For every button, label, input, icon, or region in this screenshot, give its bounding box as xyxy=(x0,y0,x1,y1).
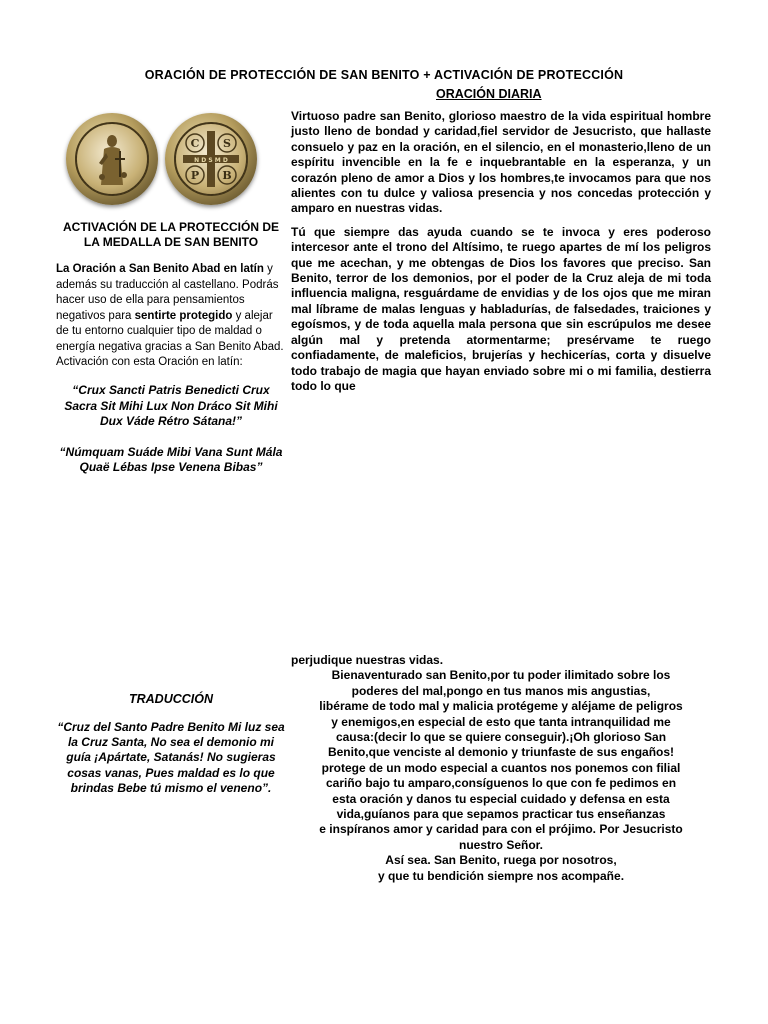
latin-prayer xyxy=(56,383,286,491)
prayer-line: y enemigos,en especial de esto que tanta intranquilidad me xyxy=(331,714,671,729)
prayer-paragraph-2: Tú que siempre das ayuda cuando se te invoca y eres poderoso intercesor ante el trono del Altísimo, te ruego apartes de mí los peligros que me acechan, y me obtengas de Dios los favores que preciso. San Benito, terror de los demonios, por el poder de la Cruz aleja de mi toda influencia maligna, resguárdame de envidias y de los ojos que me miran mal líbrame de malas lenguas y habladurías, de falsedades, traiciones y egoísmos, y de toda aquella mala persona que sin escrúpulos me desee algún mal y pretenda atormentarme; presérvame te ruego confiadamente, de maleficios, brujerías y hechicerías, corta y disuelve todo trabajo de magia que hayan enviado sobre mi o mi familia, destierra todo lo que xyxy=(291,224,711,393)
latin-stanza-2: “Númquam Suáde Mibi Vana Sunt Mála Quaë Lébas Ipse Venena Bibas” xyxy=(59,444,283,474)
prayer-continuation xyxy=(291,653,711,884)
medal-back-text-c: C xyxy=(190,137,200,150)
prayer-line: protege de un modo especial a cuantos nos ponemos con filial xyxy=(321,760,681,775)
prayer-line: libérame de todo mal y malicia protégeme y aléjame de peligros xyxy=(319,699,683,714)
intro-paragraph xyxy=(56,262,286,371)
medal-back-icon xyxy=(165,113,257,205)
prayer-paragraph-1: Virtuoso padre san Benito, glorioso maestro de la vida espiritual hombre justo lleno de bondad y caridad,fiel servidor de Jesucristo, que hallaste consuelo y paz en la oración, en el silencio, en el monasterio,lleno de un espíritu invencible en la fe e inquebrantable en la esperanza, y un corazón pleno de amor a Dios y los hombres,te invocamos para que nos alientes con tu dulce y valiosa presencia y nos concedas protección y amparo en nuestras vidas. xyxy=(291,109,711,216)
prayer-line: poderes del mal,pongo en tus manos mis angustias, xyxy=(351,683,651,698)
prayer-line: causa:(decir lo que se quiere conseguir).¡Oh glorioso San xyxy=(335,730,667,745)
prayer-line: y que tu bendición siempre nos acompañe. xyxy=(377,868,625,883)
activation-title: ACTIVACIÓN DE LA PROTECCIÓN DE LA MEDALLA DE SAN BENITO xyxy=(62,220,279,249)
prayer-line: nuestro Señor. xyxy=(458,837,544,852)
medal-back-nds: N D S M D xyxy=(194,157,228,164)
prayer-line: esta oración y danos tu especial cuidado y defensa en esta xyxy=(332,791,670,806)
prayer-line: Benito,que venciste al demonio y triunfaste de sus engaños! xyxy=(327,745,675,760)
intro-bold-2: sentirte protegido xyxy=(134,309,233,322)
prayer-main xyxy=(291,109,711,402)
translation-title: TRADUCCIÓN xyxy=(128,692,214,706)
latin-stanza-1: “Crux Sancti Patris Benedicti Crux Sacra Sit Mihi Lux Non Dráco Sit Mihi Dux Váde Rétro Sátana!” xyxy=(64,383,278,428)
medal-front-icon xyxy=(66,113,158,205)
prayer-continuation-lines xyxy=(291,668,711,884)
medal-back-text-s: S xyxy=(223,137,231,150)
medal-back-text-b: B xyxy=(222,169,232,182)
translation-text: “Cruz del Santo Padre Benito Mi luz sea la Cruz Santa, No sea el demonio mi guía ¡Apártate, Satanás! No sugieras cosas vanas, Pues maldad es lo que brindas Bebe tú mismo el veneno”. xyxy=(57,720,285,795)
prayer-line: vida,guíanos para que sepamos practicar tus enseñanzas xyxy=(336,807,666,822)
prayer-continuation-first: perjudique nuestras vidas. xyxy=(291,653,444,667)
prayer-line: Así sea. San Benito, ruega por nosotros, xyxy=(385,853,617,868)
intro-bold-1: La Oración a San Benito Abad en latín xyxy=(56,263,264,275)
intro-text-3: y alejar de tu entorno cualquier tipo de maldad o energía negativa gracias a San Benito Abad. Activación con esta Oración en latín: xyxy=(56,309,284,368)
medal-back-text-p: P xyxy=(190,169,200,182)
intro-text-2: y además su traducción al castellano. Podrás hacer uso de ella para pensamientos negativos para xyxy=(56,263,279,322)
prayer-line: cariño bajo tu amparo,consíguenos lo que con fe pedimos en xyxy=(325,776,677,791)
prayer-line: e inspíranos amor y caridad para con el prójimo. Por Jesucristo xyxy=(319,822,683,837)
page-title: ORACIÓN DE PROTECCIÓN DE SAN BENITO + ACTIVACIÓN DE PROTECCIÓN xyxy=(144,68,624,82)
prayer-line: Bienaventurado san Benito,por tu poder ilimitado sobre los xyxy=(331,668,671,683)
page-subtitle: ORACIÓN DIARIA xyxy=(436,87,542,101)
